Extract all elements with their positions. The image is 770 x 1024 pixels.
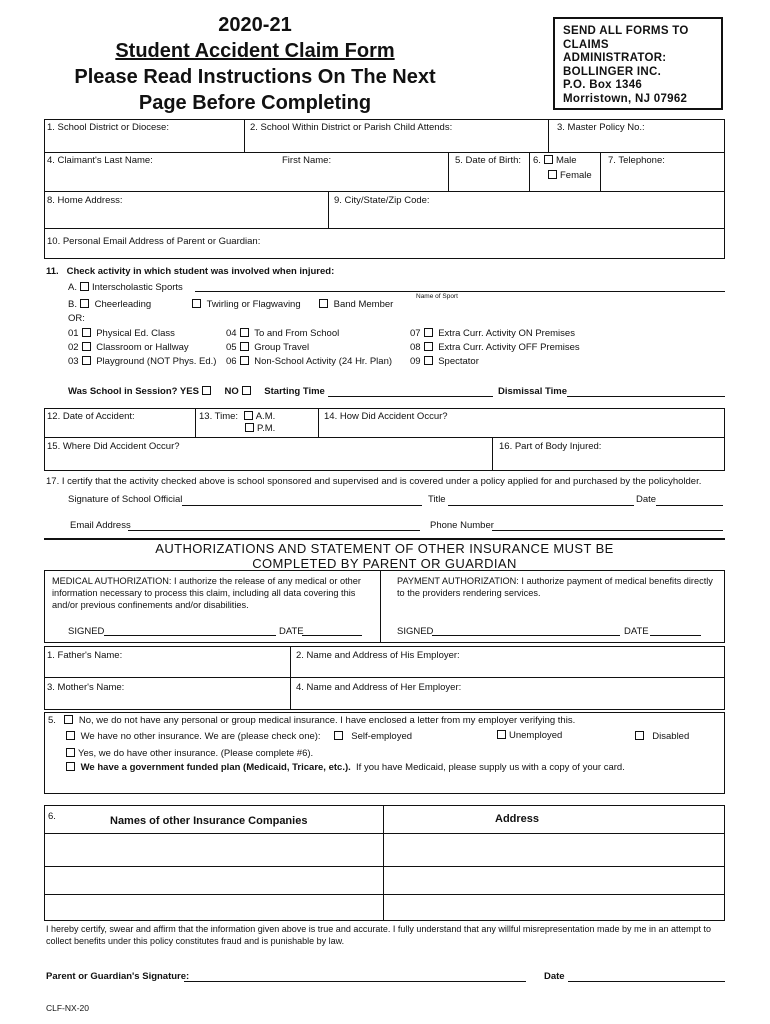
school-attends-field[interactable]: 2. School Within District or Parish Child Attends: (250, 122, 453, 133)
activity-option: 04 To and From School (226, 328, 340, 339)
city-state-zip-field[interactable]: 9. City/State/Zip Code: (334, 195, 430, 206)
disabled-option: Disabled (632, 731, 689, 742)
pm-option: P.M. (242, 423, 275, 434)
date-label: Date (636, 494, 657, 505)
no-other-insurance-checkbox[interactable] (66, 731, 75, 740)
school-session-row: Was School in Session? YES NO Starting Time (68, 386, 325, 397)
female-checkbox[interactable] (548, 170, 557, 179)
payment-date-line[interactable] (650, 635, 701, 636)
form-year: 2020-21 (218, 14, 292, 36)
instructions-line-1: Please Read Instructions On The Next (74, 66, 436, 88)
band-option: Band Member (316, 299, 393, 310)
activity-heading: 11. Check activity in which student was involved when injured: (46, 266, 335, 277)
medical-signed-line[interactable] (104, 635, 276, 636)
dismissal-time-label: Dismissal Time (498, 386, 568, 397)
home-address-field[interactable]: 8. Home Address: (47, 195, 123, 206)
insurance-opt-4: We have a government funded plan (Medicaid, Tricare, etc.). If you have Medicaid, please supply us with a copy of your card. (63, 762, 625, 773)
starting-time-line[interactable] (328, 396, 493, 397)
activity-option: 02 Classroom or Hallway (68, 342, 189, 353)
payment-signed-label: SIGNED (397, 626, 434, 637)
male-label: Male (555, 155, 577, 166)
other-insurance-checkbox[interactable] (66, 748, 75, 757)
last-name-field[interactable]: 4. Claimant's Last Name: (47, 155, 153, 166)
title-label: Title (428, 494, 446, 505)
pm-checkbox[interactable] (245, 423, 254, 432)
payment-authorization: PAYMENT AUTHORIZATION: I authorize payment of medical benefits directly to the providers rendering services. (397, 576, 713, 598)
activity-option: 05 Group Travel (226, 342, 310, 353)
father-name-field[interactable]: 1. Father's Name: (47, 650, 123, 661)
form-header (40, 12, 470, 116)
school-district-field[interactable]: 1. School District or Diocese: (47, 122, 169, 133)
instructions-line-2: Page Before Completing (138, 92, 372, 114)
telephone-field[interactable]: 7. Telephone: (608, 155, 665, 166)
activity-checkbox[interactable] (240, 328, 249, 337)
activity-checkbox[interactable] (82, 328, 91, 337)
twirling-option: Twirling or Flagwaving (189, 299, 301, 310)
am-checkbox[interactable] (244, 411, 253, 420)
activity-option: 08 Extra Curr. Activity OFF Premises (410, 342, 580, 353)
school-certification: 17. I certify that the activity checked above is school sponsored and supervised and is covered under a policy applied for and purchased by the policyholder. (46, 476, 702, 487)
official-phone-label: Phone Number (430, 520, 494, 531)
time-field: 13. Time: A.M. (199, 411, 276, 422)
insurance-address-cell[interactable] (384, 834, 724, 865)
body-part-field[interactable]: 16. Part of Body Injured: (499, 441, 602, 452)
disabled-checkbox[interactable] (635, 731, 644, 740)
insurance-opt-1: 5. No, we do not have any personal or group medical insurance. I have enclosed a letter from my employer verifying this. (48, 715, 576, 726)
medical-date-label: DATE (279, 626, 304, 637)
certify-date-line[interactable] (656, 505, 723, 506)
form-code: CLF-NX-20 (46, 1003, 89, 1013)
government-plan-checkbox[interactable] (66, 762, 75, 771)
activity-checkbox[interactable] (240, 356, 249, 365)
activity-col-3 (410, 327, 580, 369)
session-yes-checkbox[interactable] (202, 386, 211, 395)
school-official-signature-label: Signature of School Official (68, 494, 183, 505)
master-policy-field[interactable]: 3. Master Policy No.: (557, 122, 645, 133)
interscholastic-checkbox[interactable] (80, 282, 89, 291)
activity-option: 06 Non-School Activity (24 Hr. Plan) (226, 356, 393, 367)
payment-date-label: DATE (624, 626, 649, 637)
activity-option: 07 Extra Curr. Activity ON Premises (410, 328, 575, 339)
send-line: SEND ALL FORMS TO (563, 25, 689, 37)
where-accident-field[interactable]: 15. Where Did Accident Occur? (47, 441, 180, 452)
activity-checkbox[interactable] (424, 328, 433, 337)
parent-signature-label: Parent or Guardian's Signature: (46, 971, 190, 982)
send-line: ADMINISTRATOR: (563, 52, 667, 64)
school-official-signature-line[interactable] (182, 505, 422, 506)
no-insurance-checkbox[interactable] (64, 715, 73, 724)
self-employed-checkbox[interactable] (334, 731, 343, 740)
send-line: BOLLINGER INC. (563, 65, 662, 78)
dismissal-time-line[interactable] (567, 396, 725, 397)
name-of-sport-caption: Name of Sport (416, 293, 458, 300)
unemployed-checkbox[interactable] (497, 730, 506, 739)
unemployed-option: Unemployed (494, 730, 562, 741)
final-certification: I hereby certify, swear and affirm that the information given above is true and accurate. I fully understand that any willful misrepresentation made by me in an attempt to collect benefits under this policy constitutes fraud and is punishable by law. (46, 924, 712, 946)
insurance-companies-header: Names of other Insurance Companies (110, 815, 308, 827)
insurance-opt-2: We have no other insurance. We are (please check one): (63, 731, 321, 742)
medical-authorization: MEDICAL AUTHORIZATION: I authorize the release of any medical or other information necessary to process this claim, including all data covering this and/or previous confinements and/or disabilities. (52, 576, 361, 610)
payment-signed-line[interactable] (432, 635, 620, 636)
gender-field: 6. Male (533, 155, 577, 166)
date-of-birth-field[interactable]: 5. Date of Birth: (455, 155, 522, 166)
send-line: Morristown, NJ 07962 (563, 92, 688, 105)
insurance-company-cell[interactable] (45, 834, 382, 865)
address-header: Address (495, 813, 540, 825)
authorization-heading: AUTHORIZATIONS AND STATEMENT OF OTHER INSURANCE MUST BE COMPLETED BY PARENT OR GUARDIAN (155, 541, 614, 571)
activity-checkbox[interactable] (82, 356, 91, 365)
medical-signed-label: SIGNED (68, 626, 105, 637)
activity-checkbox[interactable] (424, 356, 433, 365)
date-of-accident-field[interactable]: 12. Date of Accident: (47, 411, 135, 422)
insurance-opt-3: Yes, we do have other insurance. (Please complete #6). (63, 748, 313, 759)
mother-name-field[interactable]: 3. Mother's Name: (47, 682, 125, 693)
activity-checkbox[interactable] (82, 342, 91, 351)
title-line[interactable] (448, 505, 634, 506)
parent-date-label: Date (544, 971, 565, 982)
activity-option: 03 Playground (NOT Phys. Ed.) (68, 356, 217, 367)
medical-date-line[interactable] (302, 635, 362, 636)
form-title: Student Accident Claim Form (115, 40, 395, 62)
twirling-checkbox[interactable] (192, 299, 201, 308)
activity-col-1 (68, 327, 216, 369)
parent-email-field[interactable]: 10. Personal Email Address of Parent or Guardian: (47, 236, 261, 247)
official-phone-line[interactable] (492, 530, 723, 531)
male-checkbox[interactable] (544, 155, 553, 164)
band-checkbox[interactable] (319, 299, 328, 308)
activity-option: 01 Physical Ed. Class (68, 328, 175, 339)
official-email-label: Email Address (70, 520, 131, 531)
gender-female (545, 170, 592, 181)
or-label: OR: (68, 313, 85, 324)
mother-employer-field[interactable]: 4. Name and Address of Her Employer: (296, 682, 462, 693)
official-email-line[interactable] (128, 530, 420, 531)
father-employer-field[interactable]: 2. Name and Address of His Employer: (296, 650, 460, 661)
table-num: 6. (48, 811, 56, 822)
activity-col-2 (226, 327, 392, 369)
cheerleading-checkbox[interactable] (80, 299, 89, 308)
cheerleading-option: B. Cheerleading (68, 299, 152, 310)
activity-checkbox[interactable] (240, 342, 249, 351)
sport-name-line[interactable] (195, 291, 725, 292)
female-label: Female (560, 170, 592, 181)
send-line: P.O. Box 1346 (563, 79, 643, 91)
first-name-field[interactable]: First Name: (282, 155, 332, 166)
session-no-checkbox[interactable] (242, 386, 251, 395)
send-line: CLAIMS (563, 38, 609, 51)
how-accident-field[interactable]: 14. How Did Accident Occur? (324, 411, 448, 422)
send-forms-box (553, 17, 723, 110)
parent-signature-line[interactable] (184, 981, 526, 982)
parent-date-line[interactable] (568, 981, 725, 982)
activity-option: 09 Spectator (410, 356, 479, 367)
self-employed-option: Self-employed (331, 731, 412, 742)
activity-checkbox[interactable] (424, 342, 433, 351)
interscholastic-option: A. Interscholastic Sports (68, 282, 183, 293)
